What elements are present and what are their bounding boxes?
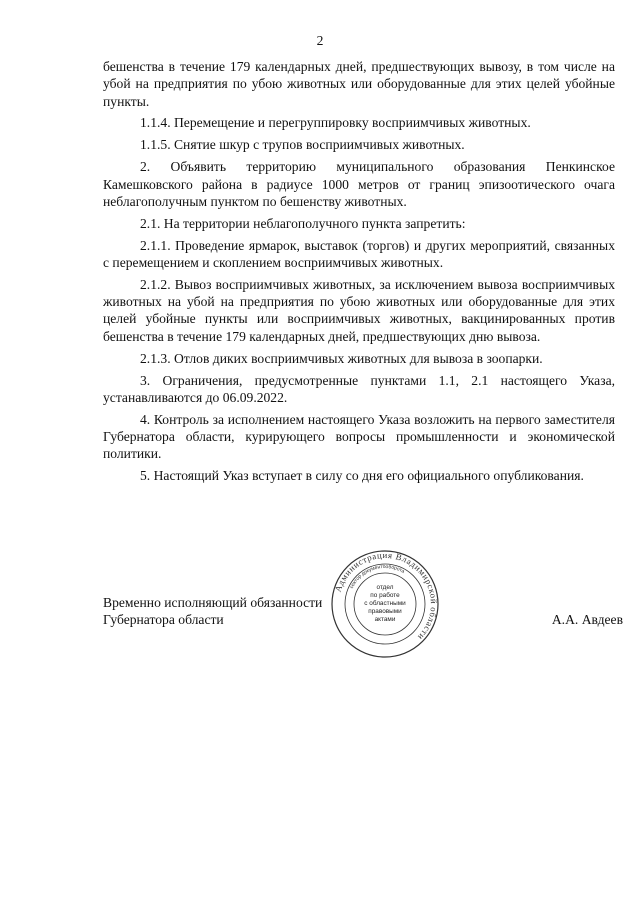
official-stamp xyxy=(330,549,440,659)
document-body xyxy=(103,58,615,489)
svg-text:правовыми: правовыми xyxy=(368,608,402,615)
paragraph-2-1-2: 2.1.2. Вывоз восприимчивых животных, за исключением вывоза восприимчивых животных на убой на предприятия по убою животных или оборудованные для этих целей убойные пункты или восприимчивых животных, вакцинированных против бешенства в течение 179 календарных дней, предшествующих дню вывоза. xyxy=(103,276,615,344)
paragraph-2-1-1: 2.1.1. Проведение ярмарок, выставок (торгов) и других мероприятий, связанных с перемещением и скоплением восприимчивых животных. xyxy=(103,237,615,270)
svg-text:отдел: отдел xyxy=(376,584,394,591)
paragraph-1-1-4: 1.1.4. Перемещение и перегруппировку восприимчивых животных. xyxy=(140,115,531,131)
signatory-title-line1: Временно исполняющий обязанности xyxy=(103,595,323,610)
stamp-outer-text: Администрация Владимирской области xyxy=(332,549,440,643)
svg-text:по работе: по работе xyxy=(370,592,400,599)
paragraph-3: 3. Ограничения, предусмотренные пунктами 1.1, 2.1 настоящего Указа, устанавливаются до 06.09.2022. xyxy=(103,372,615,405)
paragraph-1-1-5: 1.1.5. Снятие шкур с трупов восприимчивых животных. xyxy=(140,137,465,153)
paragraph-4: 4. Контроль за исполнением настоящего Указа возложить на первого заместителя Губернатора области, курирующего вопросы промышленности и экономической политики. xyxy=(103,411,615,462)
stamp-inner-text xyxy=(364,584,406,623)
svg-text:с областными: с областными xyxy=(364,600,406,607)
stamp-middle-text: сектор документооборота xyxy=(348,563,406,590)
signatory-name: А.А. Авдеев xyxy=(551,612,623,627)
paragraph-2: 2. Объявить территорию муниципального образования Пенкинское Камешковского района в радиусе 1000 метров от границ эпизоотического очага неблагополучным пунктом по бешенству животных. xyxy=(103,159,615,209)
page-number: 2 xyxy=(316,33,324,48)
paragraph-5: 5. Настоящий Указ вступает в силу со дня его официального опубликования. xyxy=(140,468,584,484)
svg-text:актами: актами xyxy=(374,616,396,623)
signatory-title-line2: Губернатора области xyxy=(103,612,224,628)
paragraph-2-1: 2.1. На территории неблагополучного пункта запретить: xyxy=(140,215,466,231)
paragraph-continuation: бешенства в течение 179 календарных дней, предшествующих вывозу, в том числе на убой на предприятия по убою животных или оборудованные для этих целей убойные пункты. xyxy=(103,59,615,109)
paragraph-2-1-3: 2.1.3. Отлов диких восприимчивых животных для вывоза в зоопарки. xyxy=(140,350,543,366)
